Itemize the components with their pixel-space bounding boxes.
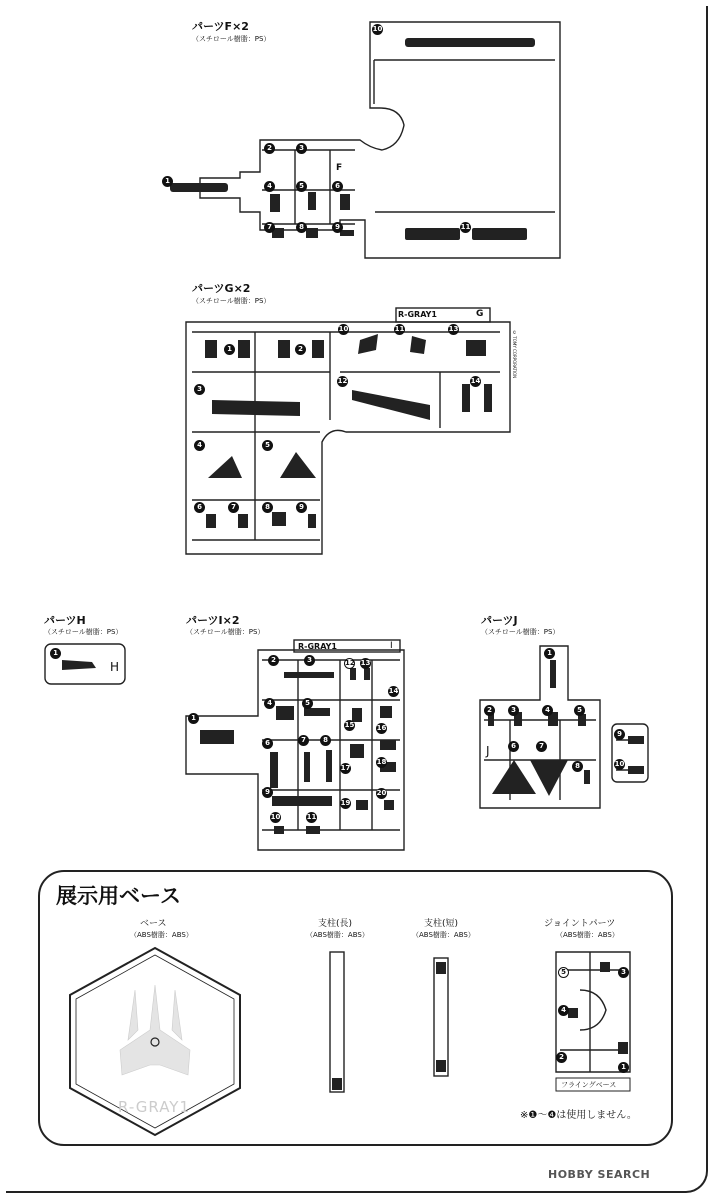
joint-parts-material: （ABS樹脂：ABS）	[556, 931, 619, 939]
part-badge: 2	[264, 143, 275, 154]
sheet-j-letter: J	[486, 744, 490, 758]
sheet-i-label: R-GRAY1	[298, 642, 337, 651]
part-badge: 16	[376, 724, 387, 732]
part-badge: 14	[470, 377, 481, 385]
part-badge: 1	[544, 648, 555, 659]
part-badge: 8	[262, 502, 273, 513]
sheet-f-title: パーツF×2	[192, 20, 249, 33]
unused-parts-note: ※❶〜❹は使用しません。	[520, 1110, 637, 1121]
part-badge: 3	[508, 705, 519, 716]
display-base-title: 展示用ベース	[56, 884, 181, 908]
sheet-i-letter: I	[390, 641, 393, 651]
pillar-long-label: 支柱(長)	[318, 919, 353, 929]
sheet-j-material: （スチロール樹脂：PS）	[481, 628, 560, 636]
sheet-g-label: R-GRAY1	[398, 310, 437, 319]
part-badge: 2	[556, 1052, 567, 1063]
part-badge: 7	[228, 502, 239, 513]
pillar-short-label: 支柱(短)	[424, 919, 459, 929]
part-badge: 8	[320, 735, 331, 746]
sheet-g-title: パーツG×2	[192, 282, 251, 295]
part-badge: 6	[262, 738, 273, 749]
pillar-long-material: （ABS樹脂：ABS）	[306, 931, 369, 939]
part-badge: 6	[508, 741, 519, 752]
part-badge: 6	[194, 502, 205, 513]
part-badge: 9	[262, 787, 273, 798]
part-badge: 1	[162, 176, 173, 187]
part-badge: 7	[536, 741, 547, 752]
part-badge: 19	[340, 799, 351, 807]
part-badge: 4	[542, 705, 553, 716]
part-badge: 18	[376, 758, 387, 766]
watermark: HOBBY SEARCH	[548, 1168, 651, 1181]
part-badge: 3	[296, 143, 307, 154]
part-badge: 11	[306, 813, 317, 821]
base-imprint: R-GRAY1	[118, 1098, 191, 1116]
sheet-f-material: （スチロール樹脂：PS）	[192, 35, 271, 43]
part-badge: 11	[394, 325, 405, 333]
part-badge: 1	[188, 713, 199, 724]
part-badge: 15	[344, 721, 355, 729]
part-badge: 6	[332, 181, 343, 192]
part-badge: 10	[372, 25, 383, 33]
part-badge: 12	[345, 659, 355, 667]
sheet-h-letter: H	[110, 660, 120, 674]
part-badge: 4	[264, 181, 275, 192]
part-badge: 10	[614, 760, 625, 768]
base-label: ベース	[140, 919, 167, 929]
part-badge: 4	[264, 698, 275, 709]
part-badge: 5	[262, 440, 273, 451]
sheet-j-title: パーツJ	[481, 614, 518, 627]
part-badge: 3	[304, 655, 315, 666]
part-badge: 20	[376, 789, 387, 797]
part-badge: 2	[268, 655, 279, 666]
part-badge: 5	[296, 181, 307, 192]
part-badge: 10	[270, 813, 281, 821]
sheet-i-title: パーツI×2	[186, 614, 240, 627]
part-badge: 9	[296, 502, 307, 513]
sheet-g-material: （スチロール樹脂：PS）	[192, 297, 271, 305]
part-badge: 1	[618, 1062, 629, 1073]
part-badge: 13	[448, 325, 459, 333]
part-badge: 5	[302, 698, 313, 709]
flying-base-tag: フライングベース	[561, 1081, 617, 1089]
part-badge: 10	[338, 325, 349, 333]
part-badge: 4	[558, 1005, 569, 1016]
sheet-g-copyright: © TOMY CORPORATION	[512, 330, 517, 379]
part-badge: 8	[296, 222, 307, 233]
part-badge: 5	[558, 967, 569, 978]
sheet-h-material: （スチロール樹脂：PS）	[44, 628, 123, 636]
joint-parts-label: ジョイントパーツ	[544, 919, 616, 929]
pillar-short-material: （ABS樹脂：ABS）	[412, 931, 475, 939]
part-badge: 11	[460, 223, 471, 231]
part-badge: 8	[572, 761, 583, 772]
part-badge: 4	[194, 440, 205, 451]
part-badge: 3	[194, 384, 205, 395]
part-badge: 7	[264, 222, 275, 233]
part-badge: 5	[574, 705, 585, 716]
sheet-h-title: パーツH	[44, 614, 86, 627]
part-badge: 2	[484, 705, 495, 716]
part-badge: 14	[388, 687, 399, 695]
part-badge: 2	[295, 344, 306, 355]
part-badge: 3	[618, 967, 629, 978]
part-badge: 13	[360, 659, 371, 667]
part-badge: 9	[614, 729, 625, 740]
part-badge: 9	[332, 222, 343, 233]
part-badge: 12	[337, 377, 348, 385]
part-badge: 1	[50, 648, 61, 659]
part-badge: 1	[224, 344, 235, 355]
sheet-i-material: （スチロール樹脂：PS）	[186, 628, 265, 636]
base-material: （ABS樹脂：ABS）	[130, 931, 193, 939]
sheet-g-letter: G	[476, 309, 484, 319]
sheet-f-letter: F	[336, 163, 343, 173]
part-badge: 17	[340, 764, 351, 772]
part-badge: 7	[298, 735, 309, 746]
